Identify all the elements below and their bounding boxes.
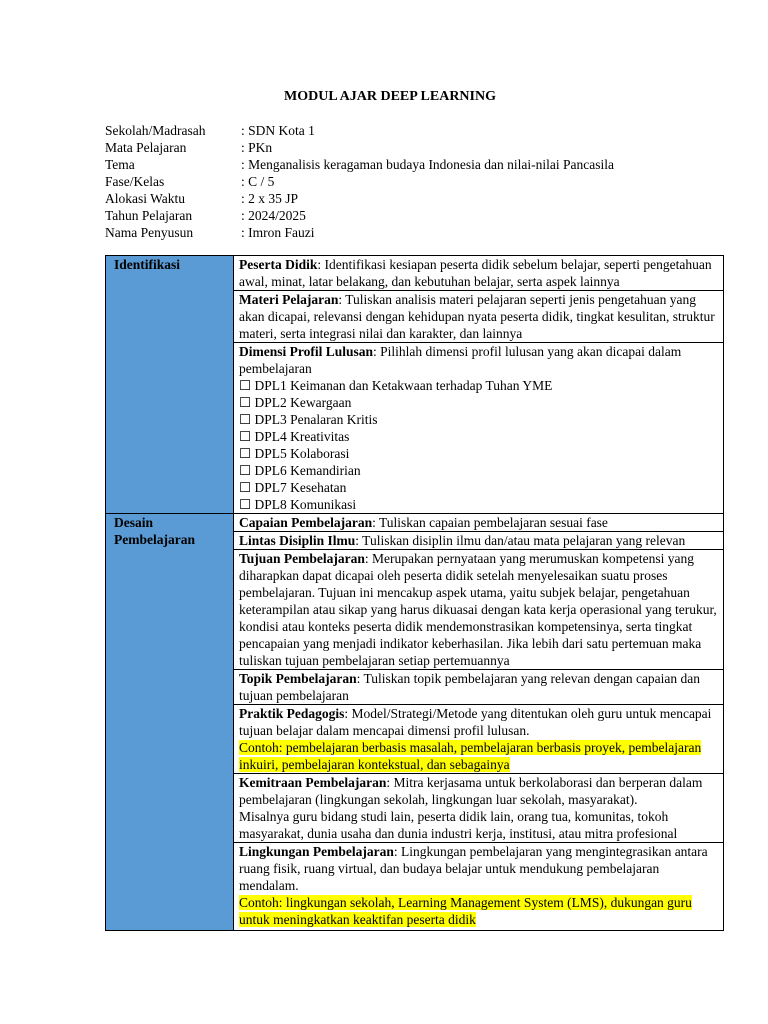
meta-value: : SDN Kota 1 xyxy=(241,123,315,138)
table-row xyxy=(106,514,724,532)
meta-row-time xyxy=(105,190,614,207)
meta-row-year xyxy=(105,207,614,224)
meta-value: : C / 5 xyxy=(241,174,275,189)
meta-row-school xyxy=(105,122,614,139)
meta-value: : 2 x 35 JP xyxy=(241,191,299,206)
meta-row-theme xyxy=(105,156,614,173)
cell-lintas-disiplin: Lintas Disiplin Ilmu: Tuliskan disiplin ilmu dan/atau mata pelajaran yang relevan xyxy=(234,532,724,550)
module-table xyxy=(105,255,724,931)
document-title: MODUL AJAR DEEP LEARNING xyxy=(284,89,496,104)
cell-praktik: Praktik Pedagogis: Model/Strategi/Metode yang ditentukan oleh guru untuk mencapai tujuan belajar dalam mencapai dimensi profil lulusan. Contoh: pembelajaran berbasis masalah, pembelajaran berbasis proyek, pembelajaran inkuiri, pembelajaran kontekstual, dan sebagainya xyxy=(234,705,724,774)
checkbox-item: ☐ DPL7 Kesehatan xyxy=(239,480,347,495)
meta-row-subject xyxy=(105,139,614,156)
cell-dimensi-profil: Dimensi Profil Lulusan: Pilihlah dimensi profil lulusan yang akan dicapai dalam pembelajaran ☐ DPL1 Keimanan dan Ketakwaan terhadap Tuhan YME ☐ DPL2 Kewargaan ☐ DPL3 Penalaran Kritis ☐ DPL4 Kreativitas ☐ DPL5 Kolaborasi ☐ DPL6 Kemandirian ☐ DPL7 Kesehatan ☐ DPL8 Komunikasi xyxy=(234,343,724,514)
checkbox-item: ☐ DPL8 Komunikasi xyxy=(239,497,357,512)
cell-kemitraan: Kemitraan Pembelajaran: Mitra kerjasama untuk berkolaborasi dan berperan dalam pembelajaran (lingkungan sekolah, lingkungan luar sekolah, masyarakat). Misalnya guru bidang studi lain, peserta didik lain, orang tua, komunitas, tokoh masyarakat, dunia usaha dan dunia industri kerja, institusi, atau mitra profesional xyxy=(234,774,724,843)
checkbox-item: ☐ DPL4 Kreativitas xyxy=(239,429,350,444)
meta-value: : PKn xyxy=(241,140,273,155)
meta-value: : Menganalisis keragaman budaya Indonesia dan nilai-nilai Pancasila xyxy=(241,157,615,172)
cell-tujuan: Tujuan Pembelajaran: Merupakan pernyataan yang merumuskan kompetensi yang diharapkan dapat dicapai oleh peserta didik setelah menyelesaikan suatu proses pembelajaran. Tujuan ini mencakup aspek utama, yaitu subjek belajar, pengetahuan keterampilan atau sikap yang harus dikuasai dengan kata kerja operasional yang terukur, kondisi atau konteks peserta didik mendemonstrasikan kompetensinya, serta tingkat pencapaian yang menjadi indikator keberhasilan. Jika lebih dari satu pertemuan maka tuliskan tujuan pembelajaran setiap pertemuannya xyxy=(234,550,724,670)
meta-value: : 2024/2025 xyxy=(241,208,306,223)
checkbox-item: ☐ DPL3 Penalaran Kritis xyxy=(239,412,378,427)
cell-lingkungan: Lingkungan Pembelajaran: Lingkungan pembelajaran yang mengintegrasikan antara ruang fisik, ruang virtual, dan budaya belajar untuk mendukung pembelajaran mendalam. Contoh: lingkungan sekolah, Learning Management System (LMS), dukungan guru untuk meningkatkan keaktifan peserta didik xyxy=(234,843,724,931)
table-row xyxy=(106,256,724,291)
checkbox-item: ☐ DPL1 Keimanan dan Ketakwaan terhadap Tuhan YME xyxy=(239,378,553,393)
meta-label: Alokasi Waktu xyxy=(105,191,186,206)
meta-label: Tahun Pelajaran xyxy=(105,208,193,223)
meta-value: : Imron Fauzi xyxy=(241,225,315,240)
highlight-example: Contoh: lingkungan sekolah, Learning Management System (LMS), dukungan guru untuk meningkatkan keaktifan peserta didik xyxy=(239,895,692,927)
meta-row-phase xyxy=(105,173,614,190)
cell-topik: Topik Pembelajaran: Tuliskan topik pembelajaran yang relevan dengan capaian dan tujuan pembelajaran xyxy=(234,670,724,705)
meta-row-author xyxy=(105,224,614,241)
checkbox-item: ☐ DPL2 Kewargaan xyxy=(239,395,352,410)
meta-info xyxy=(105,122,614,241)
section-label-desain: Desain Pembelajaran xyxy=(106,514,234,931)
highlight-example: Contoh: pembelajaran berbasis masalah, pembelajaran berbasis proyek, pembelajaran inkuiri, pembelajaran kontekstual, dan sebagainya xyxy=(239,740,702,772)
checkbox-item: ☐ DPL6 Kemandirian xyxy=(239,463,361,478)
cell-materi-pelajaran: Materi Pelajaran: Tuliskan analisis materi pelajaran seperti jenis pengetahuan yang akan dicapai, relevansi dengan kehidupan nyata peserta didik, tingkat kesulitan, struktur materi, serta integrasi nilai dan karakter, dan lainnya xyxy=(234,291,724,343)
cell-peserta-didik: Peserta Didik: Identifikasi kesiapan peserta didik sebelum belajar, seperti pengetahuan awal, minat, latar belakang, dan kebutuhan belajar, serta aspek lainnya xyxy=(234,256,724,291)
meta-label: Tema xyxy=(105,157,135,172)
meta-label: Nama Penyusun xyxy=(105,225,194,240)
meta-label: Fase/Kelas xyxy=(105,174,165,189)
section-label-identifikasi: Identifikasi xyxy=(106,256,234,514)
checkbox-item: ☐ DPL5 Kolaborasi xyxy=(239,446,350,461)
meta-label: Sekolah/Madrasah xyxy=(105,123,206,138)
cell-capaian: Capaian Pembelajaran: Tuliskan capaian pembelajaran sesuai fase xyxy=(234,514,724,532)
meta-label: Mata Pelajaran xyxy=(105,140,187,155)
